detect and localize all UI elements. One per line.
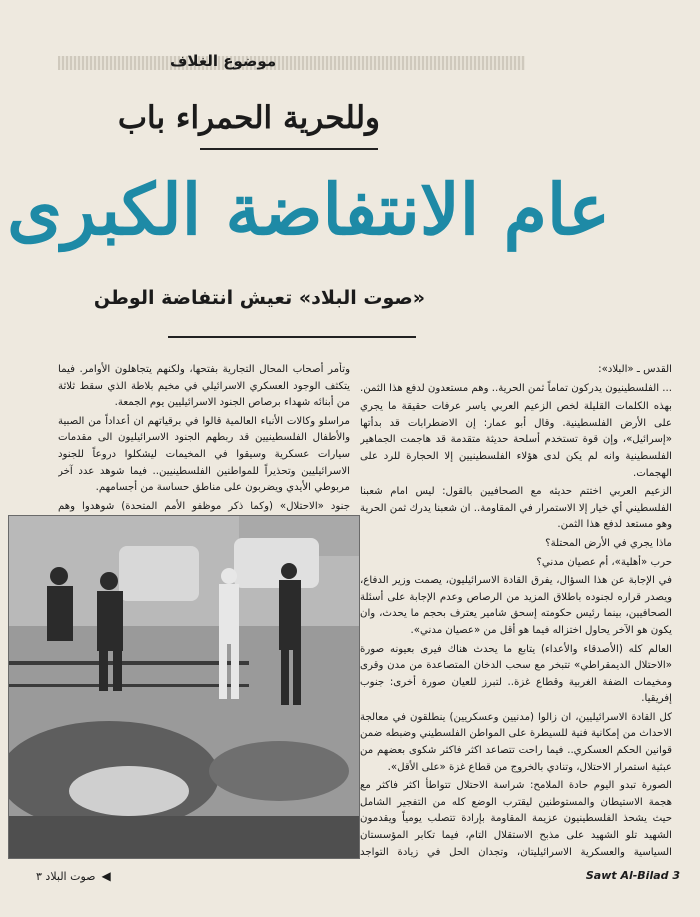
paragraph: في الإجابة عن هذا السؤال، يفرق القادة الاسرائيليون، يصمت وزير الدفاع، ويصدر قراره لجنوده باطلاق المزيد من الرصاص وعدم الإجابة على أسئلة الصحافيين، بينما رئيس حكومته إسحق شامير يعترف بحجم ما يحدث، وان يكون هو الآخر يحاول اختزاله فيما هو أقل من «عصيان مدني». <box>360 575 672 636</box>
right-column <box>360 362 672 860</box>
article-headline: عام الانتفاضة الكبرى <box>7 168 610 251</box>
left-column <box>58 362 350 512</box>
kicker-rule <box>168 336 416 338</box>
news-photo <box>8 515 360 859</box>
paragraph: بهذه الكلمات القليلة لخص الزعيم العربي ياسر عرفات حقيقة ما يجري على الأرض الفلسطينية. وقال أبو عمار: إن الاضطرابات قد بدأتها «إسرائيل»، وإن قوة تستخدم أسلحة حديثة متقدمة قد هاجمت الجماهير الفلسطينية وانه لم يكن لدى هؤلاء الفلسطينيين إلا الحجارة للرد على الهجمات. <box>360 401 672 479</box>
paragraph: جنود «الاحتلال» (وكما ذكر موظفو الأمم المتحدة) شوهدوا وهم <box>58 500 350 512</box>
section-bar <box>58 56 525 70</box>
paragraph: حرب «أهلية»، أم عصيان مدني؟ <box>536 556 672 568</box>
footer-page-text: صوت البلاد ٣ <box>36 869 96 883</box>
footer-page-label <box>36 869 111 883</box>
paragraph: الصورة تبدو اليوم حادة الملامح: شراسة الاحتلال تتواطأ اكثر فاكثر مع هجمة الاستيطان والمستوطنين ليقترب الوضع كله من التفجير الشامل حيث يشحذ الفلسطينيون عزيمة المقاومة بإرادة تتصلب يومياً ويقدمون الشهيد تلو الشهيد على مذبح الاستقلال التام، فيما تكابر المؤسستان السياسية والعسكرية الاسرائيليتان، وتجدان الحل في زيادة التواجد <box>360 780 672 858</box>
photo-illustration <box>9 516 359 858</box>
article-kicker: «صوت البلاد» تعيش انتفاضة الوطن <box>93 287 425 309</box>
section-header <box>0 52 700 74</box>
paragraph: وتأمر أصحاب المحال التجارية بفتحها، ولكنهم يتجاهلون الأوامر. فيما يتكثف الوجود العسكري الاسرائيلي في مخيم بلاطة الذي سقط ثلاثة من أبنائه شهداء برصاص الجنود الاسرائيليين يوم الجمعة. <box>58 364 350 409</box>
article-subtitle: وللحرية الحمراء باب <box>117 100 380 136</box>
paragraph: مراسلو وكالات الأنباء العالمية قالوا في برقياتهم ان أعداداً من الصبية والأطفال الفلسطينيين قد ربطهم الجنود الاسرائيليون الى مقدمات سيارات عسكرية وسيقوا في المخيمات ليشكلوا دروعاً للجنود الاسرائيليين وتحذيراً للمواطنين الفلسطينيين.. فيما شوهد عدد آخر مربوطي الأيدي ويضربون على مناطق حساسة من أجسامهم. <box>58 415 350 494</box>
paragraph: العالم كله (الأصدقاء والأعداء) يتابع ما يحدث هناك فيرى بعيونه صورة «الاحتلال الديمقراطي» تتبخر مع سحب الدخان المتصاعدة من مدن وقرى ومخيمات الضفة الغربية وقطاع غزة.. لتبرز للعيان صورة أخرى: جنوب إفريقيا. <box>360 643 672 705</box>
paragraph: كل القادة الاسرائيليين، ان زالوا (مدنيين وعسكريين) ينطلقون في معالجة الاحداث من إمكانية فنية للسيطرة على المواطن الفلسطيني وضبطه ضمن قوانين الحكم العسكري.. فيما راحت تتصاعد اكثر فاكثر شكوى بعضهم من عبثية استمرار الاحتلال، وتنادي بالخروج من قطاع غزة «على الأقل». <box>360 711 672 773</box>
paragraph: ... الفلسطينيون يدركون تماماً ثمن الحرية.. وهم مستعدون لدفع هذا الثمن. <box>360 382 672 394</box>
subtitle-rule <box>200 148 378 150</box>
paragraph: ماذا يجري في الأرض المحتلة؟ <box>545 537 672 549</box>
footer-magazine-name: Sawt Al-Bilad 3 <box>585 869 680 882</box>
section-label: موضوع الغلاف <box>170 52 277 70</box>
paragraph: الزعيم العربي اختتم حديثه مع الصحافيين بالقول: ليس امام شعبنا الفلسطيني أي خيار إلا الاستمرار في المقاومة.. ان شعبنا يدرك ثمن الحرية وهو مستعد لدفع هذا الثمن. <box>360 486 672 531</box>
paragraph: القدس ـ «البلاد»: <box>598 364 672 375</box>
page-arrow-icon: ◀ <box>101 869 111 883</box>
